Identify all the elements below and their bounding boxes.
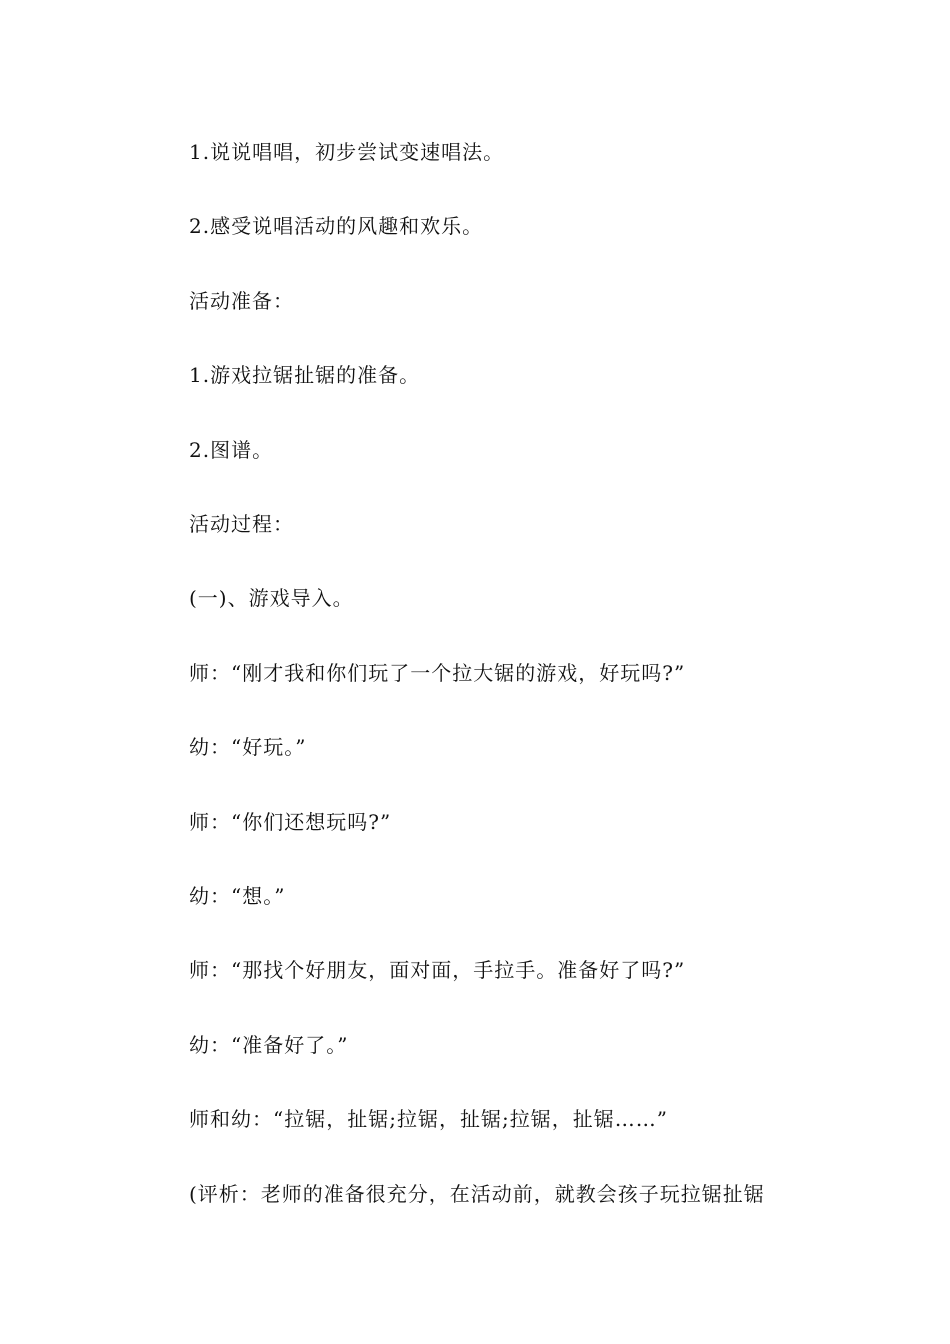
goal-item-1: 1.说说唱唱，初步尝试变速唱法。 — [189, 140, 505, 164]
dialogue-line: 师：“刚才我和你们玩了一个拉大锯的游戏，好玩吗?” — [189, 661, 686, 685]
dialogue-line: 师：“你们还想玩吗?” — [189, 810, 392, 834]
commentary-paragraph: (评析：老师的准备很充分，在活动前，就教会孩子玩拉锯扯锯 — [189, 1182, 765, 1206]
dialogue-line: 师和幼：“拉锯，扯锯;拉锯，扯锯;拉锯，扯锯……” — [189, 1107, 668, 1131]
section-heading-process: 活动过程： — [189, 512, 294, 536]
preparation-item-2: 2.图谱。 — [189, 438, 274, 462]
dialogue-line: 幼：“想。” — [189, 884, 286, 908]
dialogue-line: 幼：“好玩。” — [189, 735, 307, 759]
dialogue-line: 幼：“准备好了。” — [189, 1033, 349, 1057]
section-heading-preparation: 活动准备： — [189, 289, 294, 313]
goal-item-2: 2.感受说唱活动的风趣和欢乐。 — [189, 214, 484, 238]
dialogue-line: 师：“那找个好朋友，面对面，手拉手。准备好了吗?” — [189, 958, 686, 982]
process-step-1: (一)、游戏导入。 — [189, 586, 354, 610]
preparation-item-1: 1.游戏拉锯扯锯的准备。 — [189, 363, 421, 387]
